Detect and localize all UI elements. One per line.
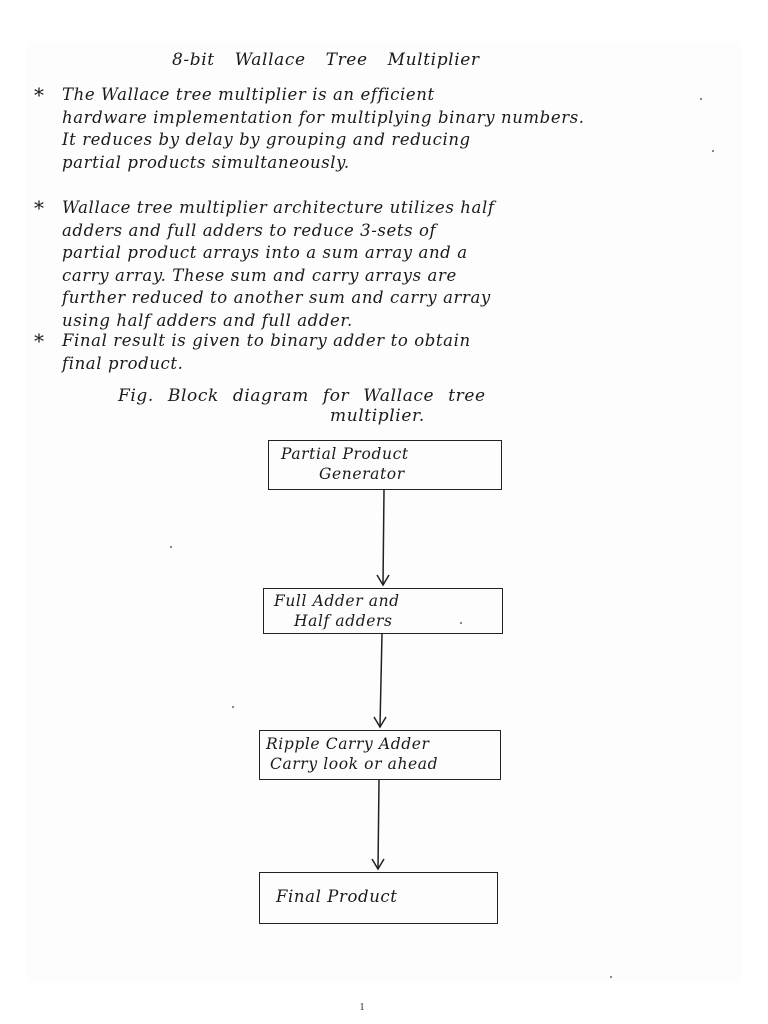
arrow-line	[378, 780, 379, 868]
block-label: Partial Product	[281, 445, 409, 463]
page-title: 8-bit Wallace Tree Multiplier	[172, 50, 480, 70]
bullet-asterisk: *	[34, 83, 45, 107]
text-line: partial product arrays into a sum array and a	[62, 243, 468, 262]
scan-speck	[712, 150, 714, 152]
scan-speck	[170, 546, 172, 548]
block-label: Half adders	[294, 612, 393, 630]
block-full-half-adders	[263, 588, 503, 634]
bullet-asterisk: *	[34, 196, 45, 220]
bullet-asterisk: *	[34, 329, 45, 353]
arrow-line	[380, 634, 382, 726]
arrow-line	[383, 490, 384, 584]
text-line: adders and full adders to reduce 3-sets of	[62, 220, 437, 240]
block-label: Ripple Carry Adder	[266, 735, 430, 753]
block-label: Final Product	[276, 887, 398, 906]
text-line: further reduced to another sum and carry array	[62, 288, 491, 307]
page-number: 1	[359, 1002, 365, 1013]
text-line: It reduces by delay by grouping and reducing	[62, 130, 471, 149]
figure-caption: Fig. Block diagram for Wallace tree	[118, 386, 486, 406]
block-label: Generator	[319, 465, 405, 483]
text-line: The Wallace tree multiplier is an efficient	[62, 85, 435, 104]
block-label: Carry look or ahead	[270, 755, 439, 773]
text-line: Final result is given to binary adder to obtain	[62, 331, 471, 350]
figure-caption-continued: multiplier.	[330, 406, 425, 426]
text-line: Wallace tree multiplier architecture utilizes half	[62, 198, 495, 217]
scan-speck	[232, 706, 234, 708]
text-line: using half adders and full adder.	[62, 310, 353, 330]
scan-speck	[700, 98, 702, 100]
text-line: hardware implementation for multiplying binary numbers.	[62, 107, 585, 127]
block-ripple-carry-adder	[259, 730, 501, 780]
block-final-product	[259, 872, 498, 924]
scan-speck	[460, 622, 462, 624]
scan-speck	[610, 976, 612, 978]
block-partial-product-generator	[268, 440, 502, 490]
text-line: final product.	[62, 353, 184, 373]
text-line: carry array. These sum and carry arrays are	[62, 265, 457, 285]
text-line: partial products simultaneously.	[62, 152, 350, 172]
block-label: Full Adder and	[274, 592, 400, 610]
